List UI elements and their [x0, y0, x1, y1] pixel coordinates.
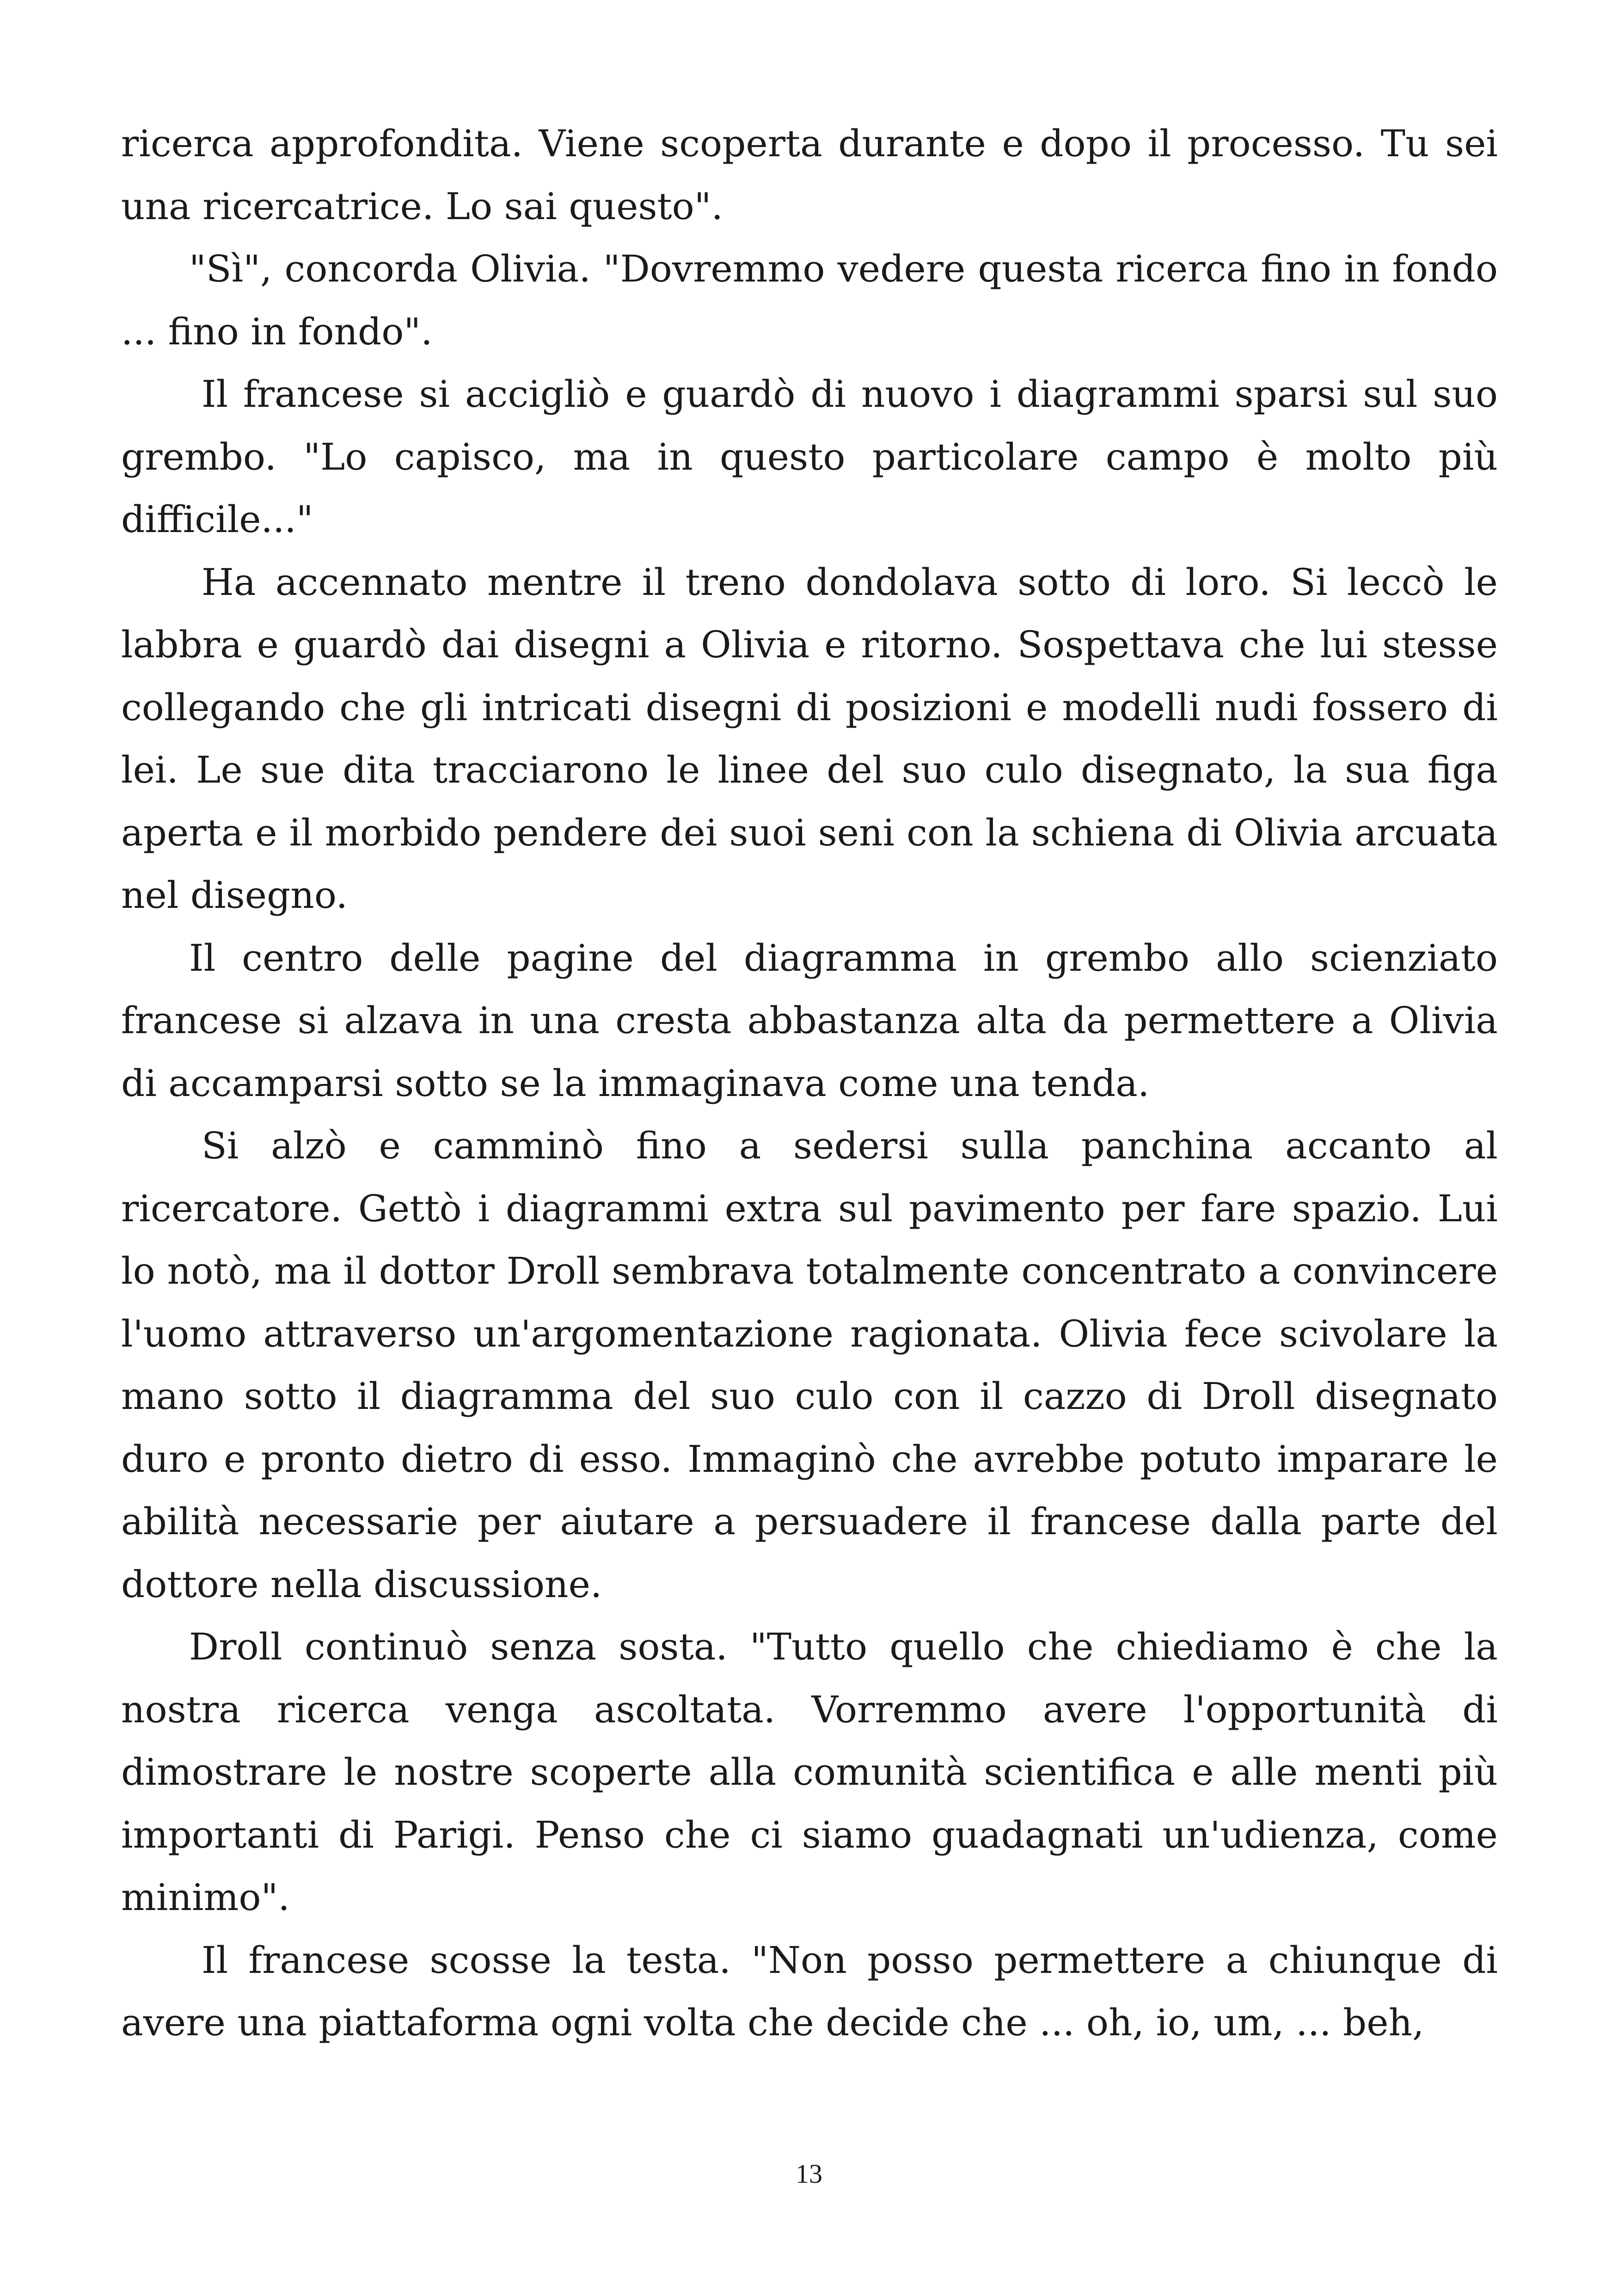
paragraph: Droll continuò senza sosta. "Tutto quello che chiediamo è che la nostra ricerca venga ascoltata. Vorremmo avere l'opportunità di dimostrare le nostre scoperte alla comunità scientifica e alle menti più importanti di Parigi. Penso che ci siamo guadagnati un'udienza, come minimo".	[121, 1625, 1498, 1919]
paragraph: Si alzò e camminò fino a sedersi sulla panchina accanto al ricercatore. Gettò i diagrammi extra sul pavimento per fare spazio. Lui lo notò, ma il dottor Droll sembrava totalmente concentrato a convincere l'uomo attraverso un'argomentazione ragionata. Olivia fece scivolare la mano sotto il diagramma del suo culo con il cazzo di Droll disegnato duro e pronto dietro di esso. Immaginò che avrebbe potuto imparare le abilità necessarie per aiutare a persuadere il francese dalla parte del dottore nella discussione.	[121, 1124, 1498, 1606]
paragraph: Ha accennato mentre il treno dondolava sotto di loro. Si leccò le labbra e guardò dai disegni a Olivia e ritorno. Sospettava che lui stesse collegando che gli intricati disegni di posizioni e modelli nudi fossero di lei. Le sue dita tracciarono le linee del suo culo disegnato, la sua figa aperta e il morbido pendere dei suoi seni con la schiena di Olivia arcuata nel disegno.	[121, 560, 1498, 917]
paragraph: "Sì", concorda Olivia. "Dovremmo vedere questa ricerca fino in fondo ... fino in fondo".	[121, 247, 1498, 353]
paragraph-continued: ricerca approfondita. Viene scoperta durante e dopo il processo. Tu sei una ricercatrice. Lo sai questo".	[121, 122, 1498, 228]
paragraph: Il centro delle pagine del diagramma in grembo allo scienziato francese si alzava in una cresta abbastanza alta da permettere a Olivia di accamparsi sotto se la immaginava come una tenda.	[121, 936, 1498, 1105]
paragraph-last: Il francese scosse la testa. "Non posso permettere a chiunque di avere una piattaforma ogni volta che decide che ... oh, io, um, ... beh,	[121, 1938, 1498, 2044]
body-text	[121, 112, 1498, 2054]
paragraph: Il francese si accigliò e guardò di nuovo i diagrammi sparsi sul suo grembo. "Lo capisco, ma in questo particolare campo è molto più difficile..."	[121, 373, 1498, 541]
page-number: 13	[796, 2159, 822, 2189]
